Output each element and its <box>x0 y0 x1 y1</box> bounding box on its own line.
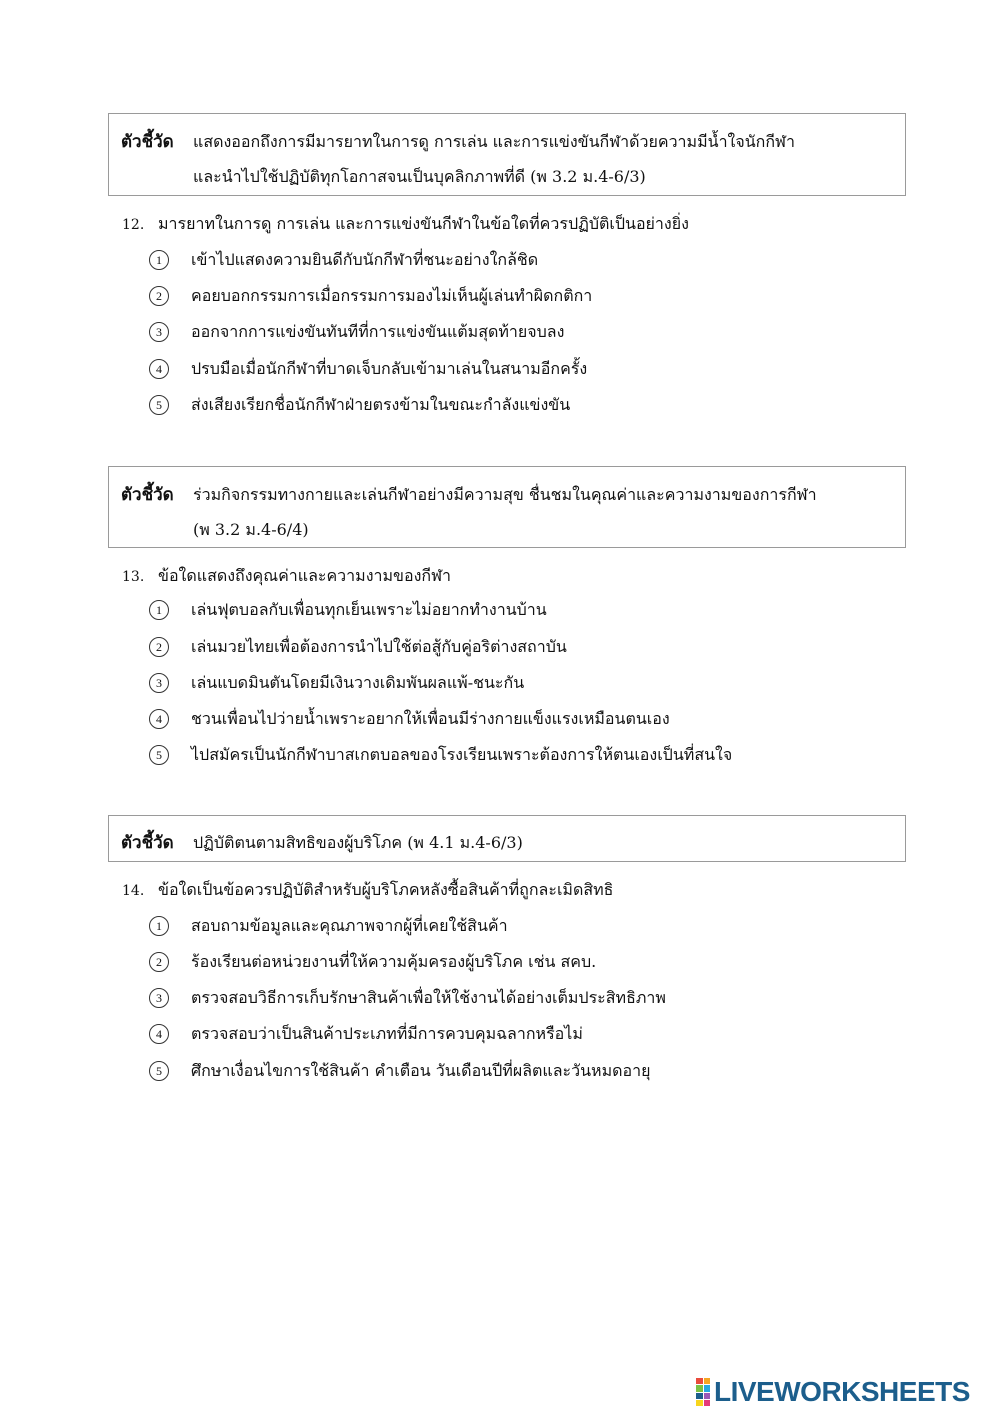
option-text: เล่นฟุตบอลกับเพื่อนทุกเย็นเพราะไม่อยากทำงานบ้าน <box>191 600 547 619</box>
indicator-box-3 <box>108 815 906 862</box>
question-text: มารยาทในการดู การเล่น และการแข่งขันกีฬาในข้อใดที่ควรปฏิบัติเป็นอย่างยิ่ง <box>158 214 689 233</box>
option-number-circle[interactable]: 5 <box>149 745 169 765</box>
liveworksheets-logo[interactable] <box>696 1377 970 1407</box>
indicator-label: ตัวชี้วัด <box>121 833 174 853</box>
indicator-text-line: และนำไปใช้ปฏิบัติทุกโอกาสจนเป็นบุคลิกภาพที่ดี (พ 3.2 ม.4-6/3) <box>193 167 646 186</box>
indicator-text-line: ปฏิบัติตนตามสิทธิของผู้บริโภค (พ 4.1 ม.4-6/3) <box>193 833 523 852</box>
option-text: คอยบอกกรรมการเมื่อกรรมการมองไม่เห็นผู้เล่นทำผิดกติกา <box>191 286 593 305</box>
logo-cell <box>704 1385 711 1391</box>
option-number-circle[interactable]: 3 <box>149 322 169 342</box>
question-14 <box>122 878 613 903</box>
indicator-label: ตัวชี้วัด <box>121 485 174 505</box>
logo-cell <box>696 1378 703 1384</box>
indicator-label: ตัวชี้วัด <box>121 132 174 152</box>
option-number-circle[interactable]: 5 <box>149 395 169 415</box>
logo-cell <box>696 1393 703 1399</box>
indicator-box-2 <box>108 466 906 548</box>
option-number-circle[interactable]: 2 <box>149 952 169 972</box>
question-12 <box>122 212 689 237</box>
question-number: 12. <box>122 217 145 233</box>
option-text: ออกจากการแข่งขันทันทีที่การแข่งขันแต้มสุดท้ายจบลง <box>191 322 565 341</box>
option-number-circle[interactable]: 3 <box>149 988 169 1008</box>
option-text: เข้าไปแสดงความยินดีกับนักกีฬาที่ชนะอย่างใกล้ชิด <box>191 250 539 269</box>
indicator-text-line: ร่วมกิจกรรมทางกายและเล่นกีฬาอย่างมีความสุข ชื่นชมในคุณค่าและความงามของการกีฬา <box>193 485 817 504</box>
option-number-circle[interactable]: 2 <box>149 637 169 657</box>
logo-cell <box>704 1393 711 1399</box>
option-text: ปรบมือเมื่อนักกีฬาที่บาดเจ็บกลับเข้ามาเล่นในสนามอีกครั้ง <box>191 359 588 378</box>
logo-cell <box>696 1385 703 1391</box>
option-text: สอบถามข้อมูลและคุณภาพจากผู้ที่เคยใช้สินค้า <box>191 916 508 935</box>
option-number-circle[interactable]: 1 <box>149 916 169 936</box>
option-text: ตรวจสอบว่าเป็นสินค้าประเภทที่มีการควบคุมฉลากหรือไม่ <box>191 1024 583 1043</box>
indicator-text-line: แสดงออกถึงการมีมารยาทในการดู การเล่น และการแข่งขันกีฬาด้วยความมีน้ำใจนักกีฬา <box>193 132 795 151</box>
option-text: ไปสมัครเป็นนักกีฬาบาสเกตบอลของโรงเรียนเพราะต้องการให้ตนเองเป็นที่สนใจ <box>191 745 733 764</box>
option-number-circle[interactable]: 4 <box>149 709 169 729</box>
question-text: ข้อใดเป็นข้อควรปฏิบัติสำหรับผู้บริโภคหลังซื้อสินค้าที่ถูกละเมิดสิทธิ <box>158 880 614 899</box>
question-text: ข้อใดแสดงถึงคุณค่าและความงามของกีฬา <box>158 566 452 585</box>
option-number-circle[interactable]: 4 <box>149 359 169 379</box>
logo-cell <box>704 1378 711 1384</box>
option-number-circle[interactable]: 1 <box>149 250 169 270</box>
question-number: 13. <box>122 569 145 585</box>
option-text: เล่นมวยไทยเพื่อต้องการนำไปใช้ต่อสู้กับคู่อริต่างสถาบัน <box>191 637 567 656</box>
brand-name: LIVEWORKSHEETS <box>714 1376 970 1407</box>
logo-cell <box>704 1400 711 1406</box>
option-text: ชวนเพื่อนไปว่ายน้ำเพราะอยากให้เพื่อนมีร่างกายแข็งแรงเหมือนตนเอง <box>191 709 670 728</box>
question-13 <box>122 564 451 589</box>
logo-mark-icon <box>696 1378 710 1406</box>
option-text: เล่นแบดมินตันโดยมีเงินวางเดิมพันผลแพ้-ชนะกัน <box>191 673 525 692</box>
option-number-circle[interactable]: 1 <box>149 600 169 620</box>
option-text: ร้องเรียนต่อหน่วยงานที่ให้ความคุ้มครองผู้บริโภค เช่น สคบ. <box>191 952 597 971</box>
option-number-circle[interactable]: 4 <box>149 1024 169 1044</box>
option-number-circle[interactable]: 2 <box>149 286 169 306</box>
option-number-circle[interactable]: 5 <box>149 1061 169 1081</box>
question-number: 14. <box>122 883 145 899</box>
option-number-circle[interactable]: 3 <box>149 673 169 693</box>
option-text: ตรวจสอบวิธีการเก็บรักษาสินค้าเพื่อให้ใช้งานได้อย่างเต็มประสิทธิภาพ <box>191 988 666 1007</box>
indicator-text-line: (พ 3.2 ม.4-6/4) <box>193 520 309 539</box>
indicator-box-1 <box>108 113 906 196</box>
option-text: ศึกษาเงื่อนไขการใช้สินค้า คำเตือน วันเดือนปีที่ผลิตและวันหมดอายุ <box>191 1061 651 1080</box>
logo-cell <box>696 1400 703 1406</box>
option-text: ส่งเสียงเรียกชื่อนักกีฬาฝ่ายตรงข้ามในขณะกำลังแข่งขัน <box>191 395 571 414</box>
